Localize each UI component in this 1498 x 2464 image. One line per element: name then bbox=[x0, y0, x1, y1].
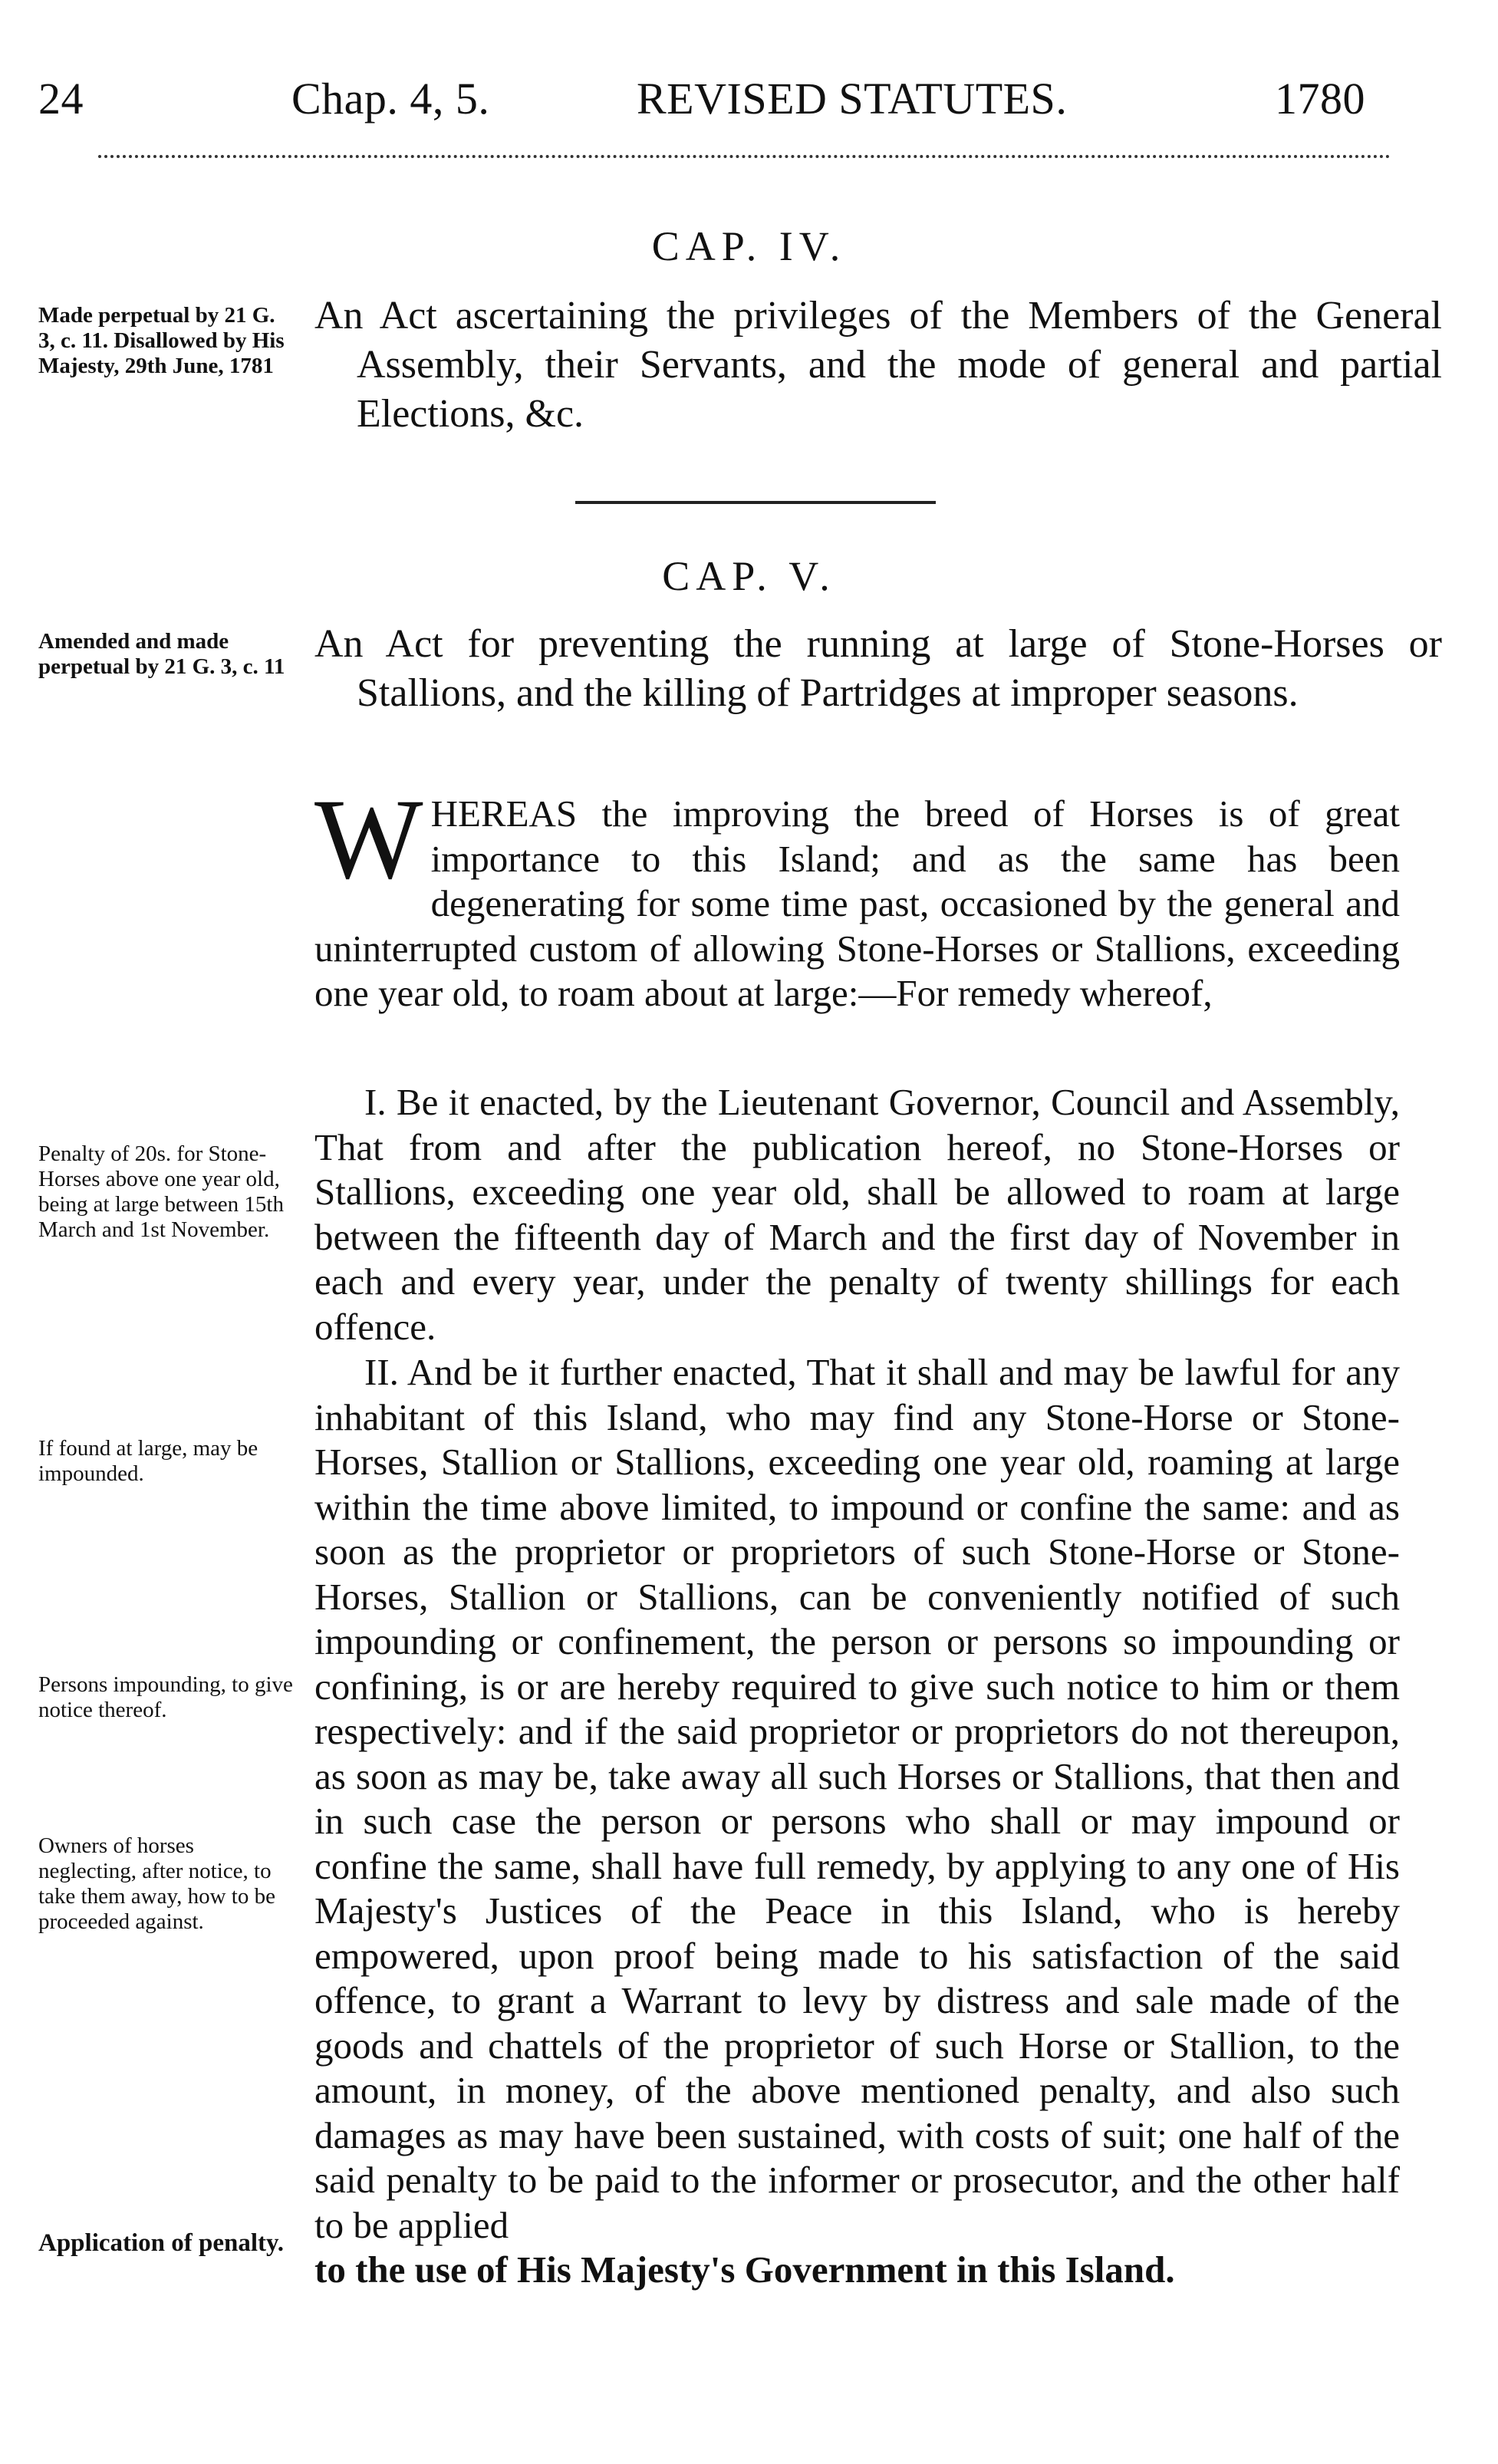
section-2-text: II. And be it further enacted, That it shall and may be lawful for any inhabitant of this Island, who may find any Stone-Horse or Stone-Horses, Stallion or Stallions, exceeding one year old, roaming at large within the time above limited, to impound or confine the same: and as soon as the proprietor or proprietors of such Stone-Horse or Stone-Horses, Stallion or Stallions, can be conveniently notified of such impounding or confinement, the person or persons so impounding or confining, is or are hereby required to give such notice to him or them respectively: and if the said proprietor or proprietors do not thereupon, as soon as may be, take away all such Horses or Stallions, that then and in such case the person or persons who shall or may impound or confine the same, shall have full remedy, by applying to any one of His Majesty's Justices of the Peace in this Island, who is hereby empowered, upon proof being made to his satisfaction of the said offence, to grant a Warrant to levy by distress and sale made of the goods and chattels of the proprietor of such Horse or Stallion, to the amount, in money, of the above mentioned penalty, and also such damages as may have been sustained, with costs of suit; one half of the said penalty to be paid to the informer or prosecutor, and the other half to be applied bbox=[314, 1351, 1400, 2246]
year: 1780 bbox=[1275, 74, 1365, 124]
section-1-text: I. Be it enacted, by the Lieutenant Governor, Council and Assembly, That from and after the publication hereof, no Stone-Horses or Stallions, exceeding one year old, shall be allowed to roam at large between the fifteenth day of March and the first day of November in each and every year, under the penalty of twenty shillings for each offence. bbox=[314, 1081, 1400, 1348]
margin-note-notice: Persons impounding, to give notice thereof. bbox=[38, 1672, 293, 1722]
section-2-closing: to the use of His Majesty's Government in this Island. bbox=[314, 2248, 1175, 2291]
chapter-reference: Chap. 4, 5. bbox=[291, 74, 490, 124]
preamble-text: HEREAS the improving the breed of Horses is of great importance to this Island; and as the same has been degenerating for some time past, occasioned by the general and uninterrupted custom of allowing Stone-Horses or Stallions, exceeding one year old, to roam about at large:—For remedy whereof, bbox=[314, 792, 1400, 1014]
cap-v-heading: CAP. V. bbox=[662, 553, 836, 599]
header-rule bbox=[98, 155, 1391, 158]
page-number: 24 bbox=[38, 74, 84, 124]
section-2 bbox=[314, 1350, 1400, 2293]
running-title: REVISED STATUTES. bbox=[637, 74, 1068, 124]
cap-v-margin-note: Amended and made perpetual by 21 G. 3, c. 11 bbox=[38, 629, 285, 679]
preamble bbox=[314, 776, 1400, 1016]
cap-iv-heading: CAP. IV. bbox=[651, 223, 847, 269]
section-divider bbox=[575, 501, 936, 504]
margin-note-penalty: Penalty of 20s. for Stone-Horses above one year old, being at large between 15th March and 1st November. bbox=[38, 1141, 284, 1242]
margin-note-impounded: If found at large, may be impounded. bbox=[38, 1436, 258, 1486]
section-1 bbox=[314, 1080, 1400, 1349]
margin-note-application: Application of penalty. bbox=[38, 2229, 284, 2257]
cap-iv-margin-note: Made perpetual by 21 G. 3, c. 11. Disallowed by His Majesty, 29th June, 1781 bbox=[38, 303, 285, 378]
drop-cap-initial: W bbox=[314, 776, 423, 903]
cap-iv-title: An Act ascertaining the privileges of the Members of the General Assembly, their Servants, and the mode of general and partial Elections, &c. bbox=[314, 294, 1442, 436]
margin-note-owners: Owners of horses neglecting, after notice, to take them away, how to be proceeded against. bbox=[38, 1833, 275, 1934]
cap-v-title: An Act for preventing the running at large of Stone-Horses or Stallions, and the killing of Partridges at improper seasons. bbox=[314, 622, 1442, 715]
